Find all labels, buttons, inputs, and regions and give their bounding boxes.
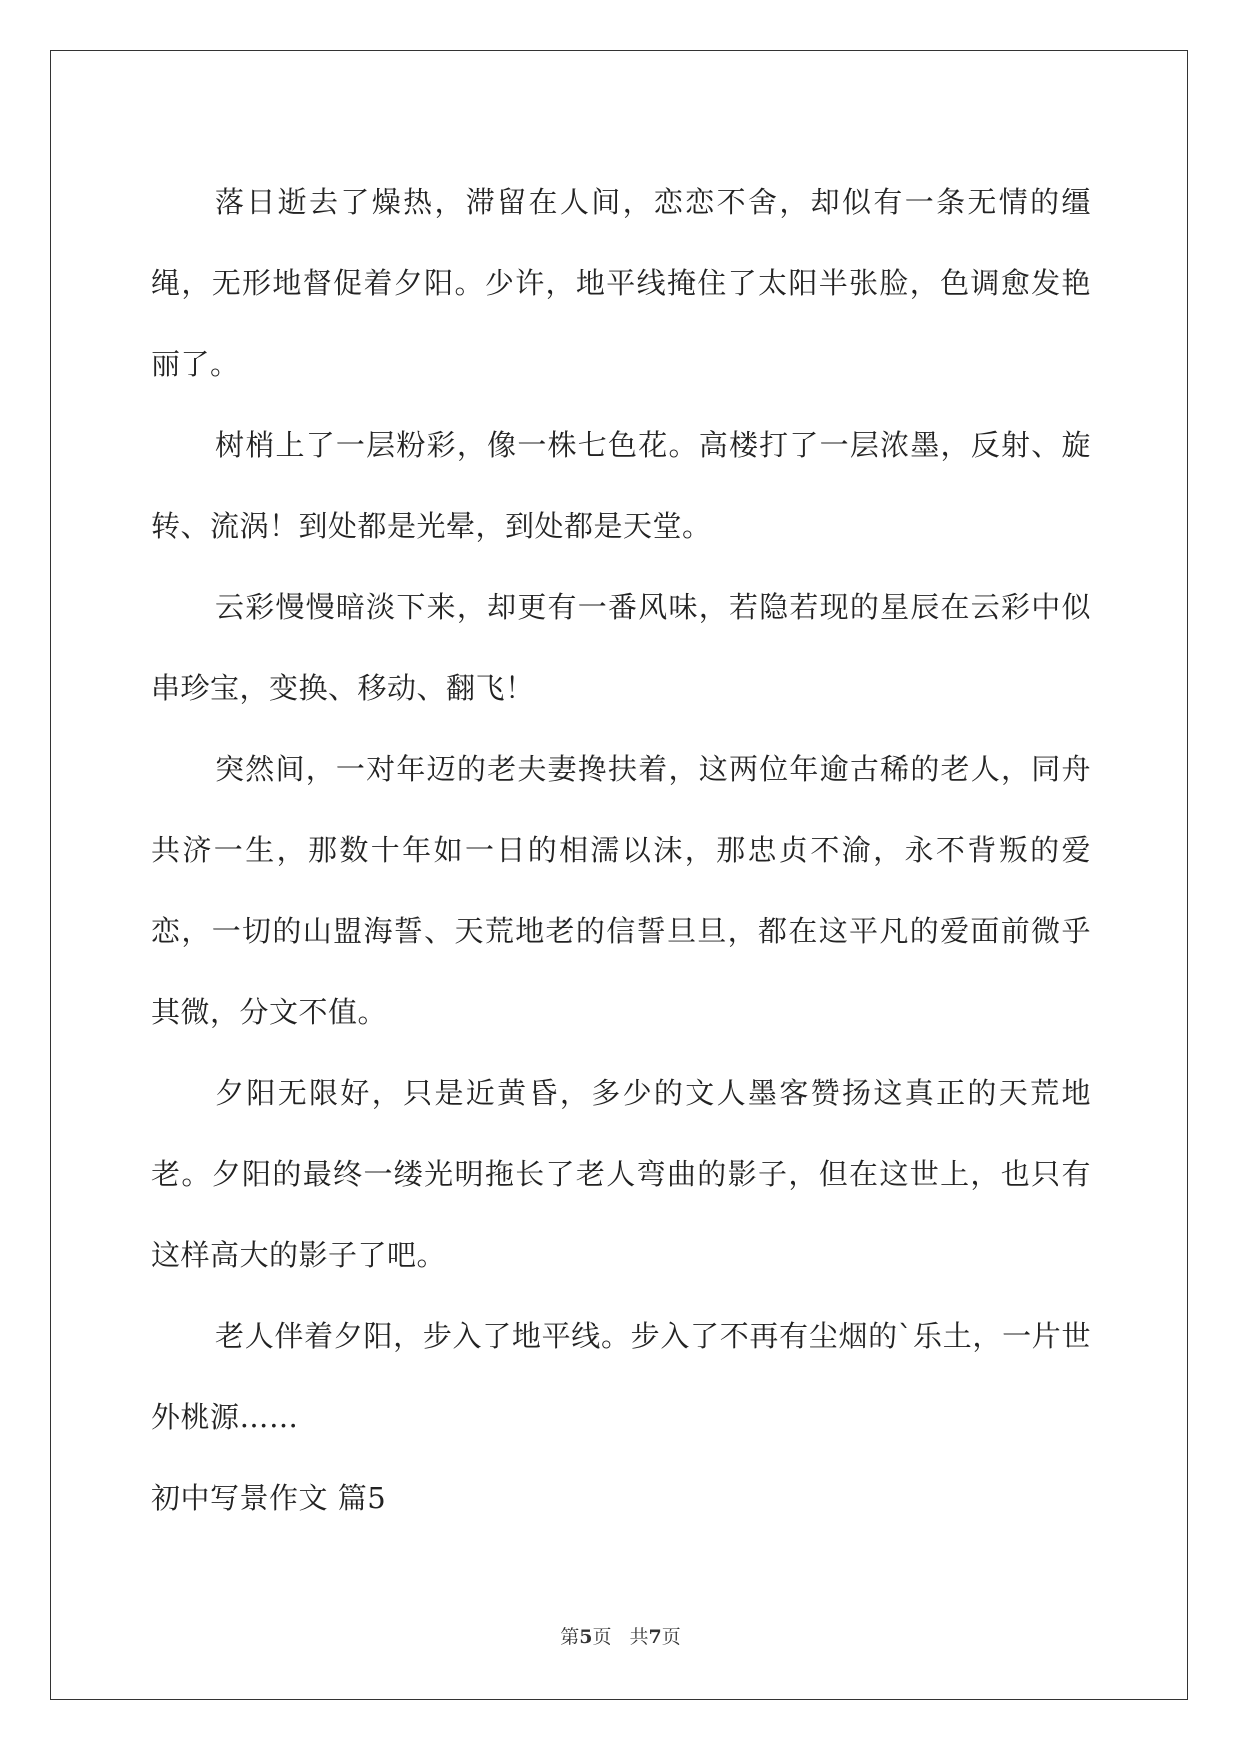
total-prefix: 共: [629, 1626, 649, 1648]
section-heading: 初中写景作文 篇5: [151, 1481, 387, 1515]
total-suffix: 页: [661, 1626, 681, 1648]
page-footer: [0, 1622, 1241, 1649]
paragraph-4: 突然间，一对年迈的老夫妻搀扶着，这两位年逾古稀的老人，同舟共济一生，那数十年如一日的相濡以沫，那忠贞不渝，永不背叛的爱恋，一切的山盟海誓、天荒地老的信誓旦旦，都在这平凡的爱面前微乎其微，分文不值。: [151, 752, 1091, 1029]
paragraph-3: 云彩慢慢暗淡下来，却更有一番风味，若隐若现的星辰在云彩中似串珍宝，变换、移动、翻飞！: [151, 590, 1091, 705]
page-prefix: 第: [560, 1626, 580, 1648]
paragraph-6: 老人伴着夕阳，步入了地平线。步入了不再有尘烟的`乐土，一片世外桃源……: [151, 1319, 1091, 1434]
document-body: [151, 162, 1091, 1539]
paragraph-1: 落日逝去了燥热，滞留在人间，恋恋不舍，却似有一条无情的缰绳，无形地督促着夕阳。少许，地平线掩住了太阳半张脸，色调愈发艳丽了。: [151, 185, 1091, 381]
page-number: 5: [579, 1626, 593, 1648]
page-suffix: 页: [592, 1626, 612, 1648]
total-pages: 7: [648, 1626, 662, 1648]
paragraph-2: 树梢上了一层粉彩，像一株七色花。高楼打了一层浓墨，反射、旋转、流涡！到处都是光晕，到处都是天堂。: [151, 428, 1091, 543]
paragraph-5: 夕阳无限好，只是近黄昏，多少的文人墨客赞扬这真正的天荒地老。夕阳的最终一缕光明拖长了老人弯曲的影子，但在这世上，也只有这样高大的影子了吧。: [151, 1076, 1091, 1272]
